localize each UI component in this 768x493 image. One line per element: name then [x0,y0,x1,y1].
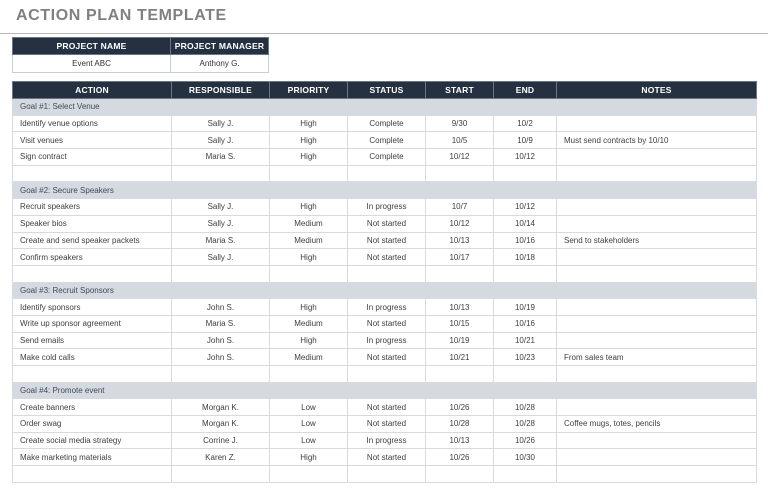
priority-cell[interactable]: High [270,449,348,466]
header-end: END [494,82,557,99]
status-cell[interactable]: Not started [348,315,426,332]
action-cell[interactable]: Make cold calls [13,349,172,366]
goal-label[interactable]: Goal #2: Secure Speakers [13,182,757,199]
action-cell[interactable]: Order swag [13,416,172,433]
status-cell[interactable]: Not started [348,249,426,266]
priority-cell[interactable]: High [270,199,348,216]
start-cell[interactable]: 10/13 [426,232,494,249]
table-row [13,132,757,149]
responsible-cell[interactable]: Sally J. [172,199,270,216]
empty-cell[interactable] [348,366,426,383]
priority-cell[interactable]: High [270,115,348,132]
end-cell[interactable]: 10/28 [494,416,557,433]
notes-cell[interactable]: Send to stakeholders [557,232,757,249]
start-cell[interactable]: 10/7 [426,199,494,216]
empty-cell[interactable] [494,366,557,383]
end-cell[interactable]: 10/30 [494,449,557,466]
empty-cell[interactable] [348,165,426,182]
blank-row [13,466,757,483]
status-cell[interactable]: Not started [348,416,426,433]
priority-cell[interactable]: Low [270,432,348,449]
action-cell[interactable]: Make marketing materials [13,449,172,466]
action-cell[interactable]: Create banners [13,399,172,416]
table-row [13,115,757,132]
goal-row [13,282,757,299]
priority-cell[interactable]: Low [270,416,348,433]
goal-label[interactable]: Goal #1: Select Venue [13,99,757,116]
empty-cell[interactable] [426,265,494,282]
priority-cell[interactable]: High [270,132,348,149]
status-cell[interactable]: Not started [348,399,426,416]
header-action: ACTION [13,82,172,99]
blank-row [13,165,757,182]
priority-cell[interactable]: High [270,249,348,266]
responsible-cell[interactable]: Maria S. [172,232,270,249]
status-cell[interactable]: Not started [348,449,426,466]
project-header-row [13,38,269,55]
action-cell[interactable]: Confirm speakers [13,249,172,266]
responsible-cell[interactable]: Maria S. [172,315,270,332]
empty-cell[interactable] [13,466,172,483]
status-cell[interactable]: Complete [348,149,426,166]
empty-cell[interactable] [172,366,270,383]
status-cell[interactable]: Not started [348,215,426,232]
header-status: STATUS [348,82,426,99]
end-cell[interactable]: 10/21 [494,332,557,349]
priority-cell[interactable]: High [270,149,348,166]
start-cell[interactable]: 10/28 [426,416,494,433]
notes-cell[interactable]: From sales team [557,349,757,366]
table-row [13,432,757,449]
end-cell[interactable]: 10/12 [494,149,557,166]
status-cell[interactable]: Not started [348,232,426,249]
plan-header-row [13,82,757,99]
end-cell[interactable]: 10/16 [494,232,557,249]
priority-cell[interactable]: Medium [270,349,348,366]
responsible-cell[interactable]: Sally J. [172,132,270,149]
start-cell[interactable]: 10/12 [426,215,494,232]
header-responsible: RESPONSIBLE [172,82,270,99]
responsible-cell[interactable]: Karen Z. [172,449,270,466]
action-cell[interactable]: Identify sponsors [13,299,172,316]
start-cell[interactable]: 10/17 [426,249,494,266]
action-plan-table [12,81,757,483]
notes-cell[interactable] [557,315,757,332]
empty-cell[interactable] [172,466,270,483]
end-cell[interactable]: 10/16 [494,315,557,332]
status-cell[interactable]: In progress [348,199,426,216]
responsible-cell[interactable]: Maria S. [172,149,270,166]
empty-cell[interactable] [270,466,348,483]
start-cell[interactable]: 10/26 [426,399,494,416]
table-row [13,199,757,216]
start-cell[interactable]: 10/13 [426,432,494,449]
empty-cell[interactable] [172,265,270,282]
empty-cell[interactable] [348,265,426,282]
status-cell[interactable]: Complete [348,115,426,132]
priority-cell[interactable]: Low [270,399,348,416]
end-cell[interactable]: 10/26 [494,432,557,449]
end-cell[interactable]: 10/28 [494,399,557,416]
table-row [13,332,757,349]
action-cell[interactable]: Visit venues [13,132,172,149]
notes-cell[interactable] [557,215,757,232]
empty-cell[interactable] [270,366,348,383]
action-cell[interactable]: Create and send speaker packets [13,232,172,249]
notes-cell[interactable]: Coffee mugs, totes, pencils [557,416,757,433]
priority-cell[interactable]: High [270,332,348,349]
table-row [13,399,757,416]
start-cell[interactable]: 10/15 [426,315,494,332]
start-cell[interactable]: 10/21 [426,349,494,366]
action-cell[interactable]: Sign contract [13,149,172,166]
action-cell[interactable]: Create social media strategy [13,432,172,449]
title-divider [0,33,768,34]
priority-cell[interactable]: Medium [270,315,348,332]
empty-cell[interactable] [494,165,557,182]
responsible-cell[interactable]: Sally J. [172,215,270,232]
notes-cell[interactable] [557,115,757,132]
notes-cell[interactable] [557,332,757,349]
action-cell[interactable]: Write up sponsor agreement [13,315,172,332]
empty-cell[interactable] [13,265,172,282]
table-row [13,249,757,266]
status-cell[interactable]: Complete [348,132,426,149]
table-row [13,299,757,316]
status-cell[interactable]: In progress [348,432,426,449]
empty-cell[interactable] [172,165,270,182]
notes-cell[interactable] [557,449,757,466]
table-row [13,149,757,166]
start-cell[interactable]: 10/5 [426,132,494,149]
responsible-cell[interactable]: John S. [172,332,270,349]
blank-row [13,265,757,282]
blank-row [13,366,757,383]
start-cell[interactable]: 10/19 [426,332,494,349]
goal-label[interactable]: Goal #3: Recruit Sponsors [13,282,757,299]
empty-cell[interactable] [13,366,172,383]
empty-cell[interactable] [270,165,348,182]
goal-row [13,382,757,399]
priority-cell[interactable]: Medium [270,232,348,249]
empty-cell[interactable] [494,265,557,282]
end-cell[interactable]: 10/9 [494,132,557,149]
empty-cell[interactable] [348,466,426,483]
empty-cell[interactable] [426,366,494,383]
table-row [13,349,757,366]
table-row [13,449,757,466]
project-values-row [13,55,269,73]
header-notes: NOTES [557,82,757,99]
start-cell[interactable]: 10/13 [426,299,494,316]
table-row [13,416,757,433]
start-cell[interactable]: 9/30 [426,115,494,132]
end-cell[interactable]: 10/23 [494,349,557,366]
empty-cell[interactable] [426,466,494,483]
project-info-table [12,37,269,73]
notes-cell[interactable] [557,199,757,216]
header-priority: PRIORITY [270,82,348,99]
project-manager-value[interactable]: Anthony G. [171,55,269,73]
action-cell[interactable]: Identify venue options [13,115,172,132]
status-cell[interactable]: In progress [348,299,426,316]
end-cell[interactable]: 10/18 [494,249,557,266]
responsible-cell[interactable]: Corrine J. [172,432,270,449]
notes-cell[interactable] [557,399,757,416]
goal-row [13,99,757,116]
goal-row [13,182,757,199]
empty-cell[interactable] [557,265,757,282]
project-name-value[interactable]: Event ABC [13,55,171,73]
page-title: ACTION PLAN TEMPLATE [16,7,227,24]
table-row [13,232,757,249]
start-cell[interactable]: 10/26 [426,449,494,466]
plan-body [13,99,757,483]
end-cell[interactable]: 10/2 [494,115,557,132]
responsible-cell[interactable]: John S. [172,299,270,316]
responsible-cell[interactable]: Sally J. [172,249,270,266]
project-name-header: PROJECT NAME [13,38,171,55]
priority-cell[interactable]: High [270,299,348,316]
empty-cell[interactable] [270,265,348,282]
end-cell[interactable]: 10/12 [494,199,557,216]
empty-cell[interactable] [494,466,557,483]
empty-cell[interactable] [557,466,757,483]
header-start: START [426,82,494,99]
empty-cell[interactable] [557,165,757,182]
action-cell[interactable]: Speaker bios [13,215,172,232]
action-cell[interactable]: Recruit speakers [13,199,172,216]
notes-cell[interactable] [557,299,757,316]
responsible-cell[interactable]: Morgan K. [172,416,270,433]
end-cell[interactable]: 10/14 [494,215,557,232]
empty-cell[interactable] [13,165,172,182]
goal-label[interactable]: Goal #4: Promote event [13,382,757,399]
table-row [13,215,757,232]
start-cell[interactable]: 10/12 [426,149,494,166]
status-cell[interactable]: Not started [348,349,426,366]
action-cell[interactable]: Send emails [13,332,172,349]
notes-cell[interactable] [557,249,757,266]
end-cell[interactable]: 10/19 [494,299,557,316]
notes-cell[interactable]: Must send contracts by 10/10 [557,132,757,149]
empty-cell[interactable] [557,366,757,383]
responsible-cell[interactable]: John S. [172,349,270,366]
responsible-cell[interactable]: Sally J. [172,115,270,132]
project-manager-header: PROJECT MANAGER [171,38,269,55]
notes-cell[interactable] [557,149,757,166]
priority-cell[interactable]: Medium [270,215,348,232]
table-row [13,315,757,332]
status-cell[interactable]: In progress [348,332,426,349]
empty-cell[interactable] [426,165,494,182]
responsible-cell[interactable]: Morgan K. [172,399,270,416]
notes-cell[interactable] [557,432,757,449]
